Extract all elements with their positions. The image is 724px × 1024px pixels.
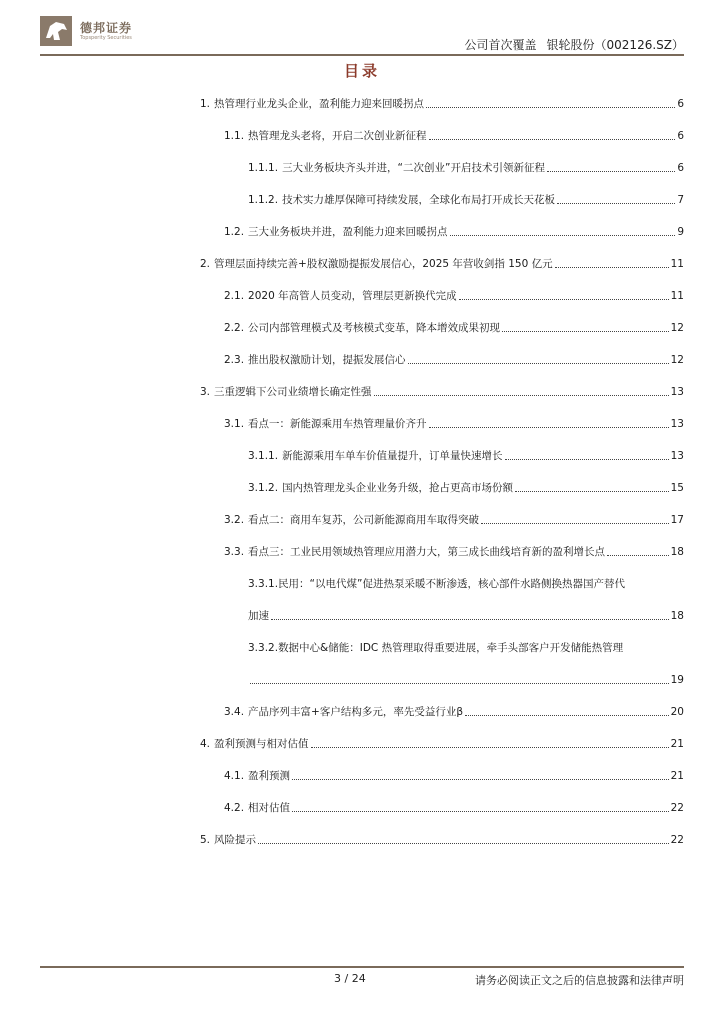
toc-entry[interactable]: 5. 风险提示 22 [200, 834, 684, 846]
toc-entry[interactable]: 3.3.1.民用：“以电代煤”促进热泵采暖不断渗透，核心部件水路侧换热器国产替代 [248, 578, 625, 590]
logo-text-en: Topsperity Securities [80, 35, 132, 41]
toc-entry[interactable]: 1.2. 三大业务板块并进，盈利能力迎来回暖拐点 9 [224, 226, 684, 238]
toc-entry[interactable]: 1.1.2. 技术实力雄厚保障可持续发展，全球化布局打开成长天花板 7 [248, 194, 684, 206]
logo-text-cn: 德邦证券 [80, 21, 133, 35]
toc-entry[interactable]: 2. 管理层面持续完善+股权激励提振发展信心，2025 年营收剑指 150 亿元 11 [200, 258, 684, 270]
page-title: 目录 [343, 62, 380, 80]
toc-entry[interactable]: 4.2. 相对估值 22 [224, 802, 684, 814]
toc-entry[interactable]: 1.1.1. 三大业务板块齐头并进，“二次创业”开启技术引领新征程 6 [248, 162, 684, 174]
company-name: 银轮股份（002126.SZ） [546, 38, 684, 52]
toc-entry[interactable]: 4.1. 盈利预测 21 [224, 770, 684, 782]
page-number: 3 / 24 [334, 972, 366, 985]
footer-divider [40, 966, 684, 968]
toc-entry[interactable]: 2.3. 推出股权激励计划，提振发展信心 12 [224, 354, 684, 366]
footer-disclaimer: 请务必阅读正文之后的信息披露和法律声明 [475, 974, 684, 987]
toc-entry[interactable]: 1.1. 热管理龙头老将，开启二次创业新征程 6 [224, 130, 684, 142]
toc-entry[interactable]: 3. 三重逻辑下公司业绩增长确定性强 13 [200, 386, 684, 398]
toc-entry[interactable]: 3.4. 产品序列丰富+客户结构多元，率先受益行业β 20 [224, 706, 684, 718]
toc-entry[interactable]: 3.3. 看点三：工业民用领域热管理应用潜力大，第三成长曲线培育新的盈利增长点 18 [224, 546, 684, 558]
toc-entry[interactable]: 2.1. 2020 年高管人员变动，管理层更新换代完成 11 [224, 290, 684, 302]
toc-entry[interactable]: 3.1.1. 新能源乘用车单车价值量提升，订单量快速增长 13 [248, 450, 684, 462]
toc-entry-continued[interactable]: 加速 18 [248, 610, 684, 622]
toc-entry[interactable]: 1. 热管理行业龙头企业，盈利能力迎来回暖拐点 6 [200, 98, 684, 110]
toc-entry[interactable]: 3.1. 看点一：新能源乘用车热管理量价齐升 13 [224, 418, 684, 430]
toc-entry[interactable]: 3.1.2. 国内热管理龙头企业业务升级，抢占更高市场份额 15 [248, 482, 684, 494]
company-logo [40, 16, 160, 46]
logo-mark-icon [40, 16, 72, 46]
toc-entry[interactable]: 2.2. 公司内部管理模式及考核模式变革，降本增效成果初现 12 [224, 322, 684, 334]
header-divider [40, 54, 684, 56]
toc-entry[interactable]: 3.3.2.数据中心&储能：IDC 热管理取得重要进展，牵手头部客户开发储能热管理 [248, 642, 624, 654]
toc-entry[interactable]: 4. 盈利预测与相对估值 21 [200, 738, 684, 750]
report-header [465, 36, 684, 53]
toc-entry[interactable]: 3.2. 看点二：商用车复苏，公司新能源商用车取得突破 17 [224, 514, 684, 526]
report-type: 公司首次覆盖 [464, 38, 537, 52]
toc-entry-continued[interactable]: 19 [248, 672, 684, 688]
